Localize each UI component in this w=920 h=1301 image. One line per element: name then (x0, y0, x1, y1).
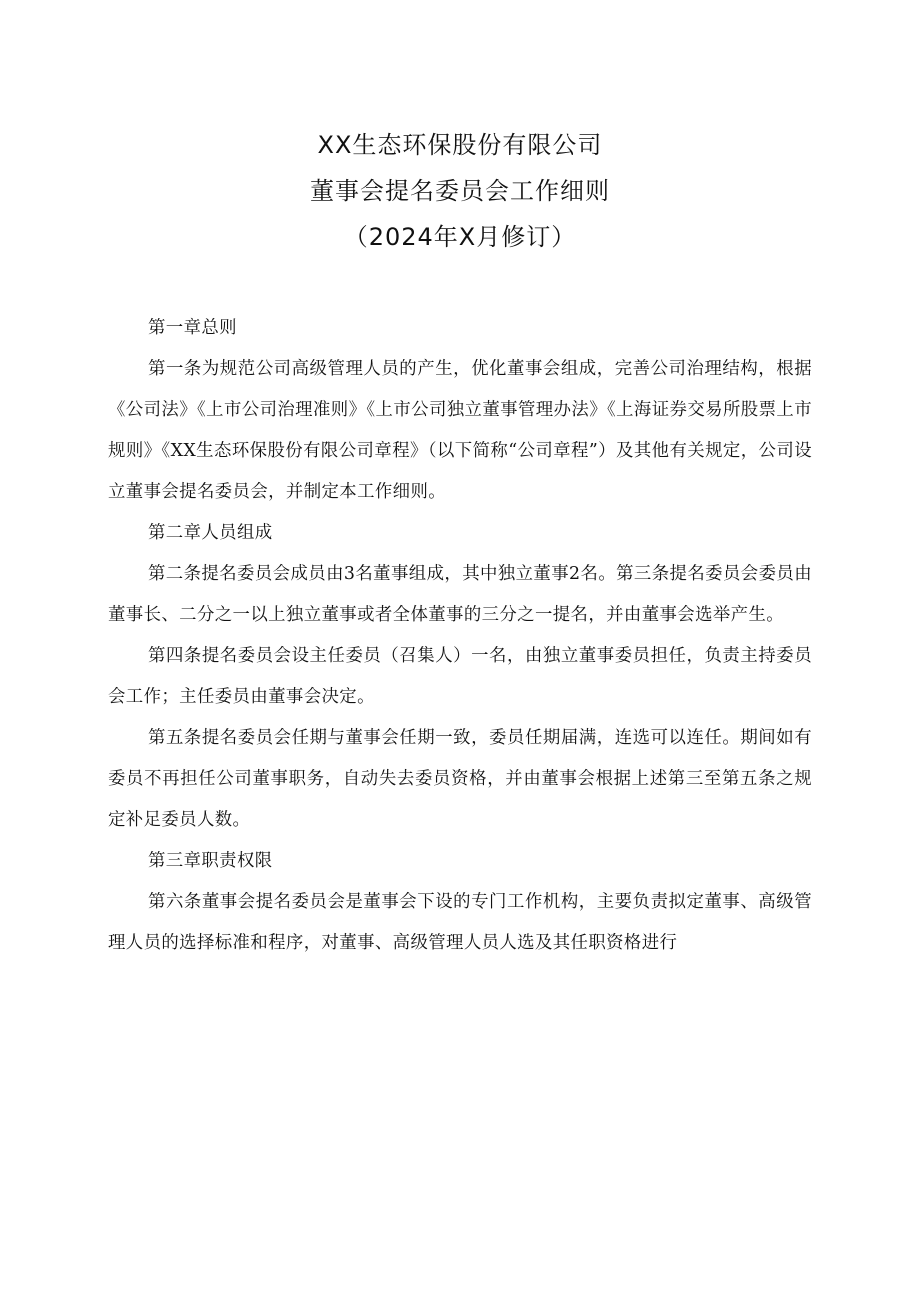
chapter-2-heading: 第二章人员组成 (148, 523, 273, 543)
revision-note: （2024年X月修订） (343, 223, 577, 251)
article-6: 第六条董事会提名委员会是董事会下设的专门工作机构，主要负责拟定董事、高级管理人员的选择标准和程序，对董事、高级管理人员人选及其任职资格进行 (108, 892, 812, 953)
company-name: XX生态环保股份有限公司 (317, 131, 603, 159)
article-1: 第一条为规范公司高级管理人员的产生，优化董事会组成，完善公司治理结构，根据《公司法》《上市公司治理准则》《上市公司独立董事管理办法》《上海证券交易所股票上市规则》《XX生态环保股份有限公司章程》（以下简称“公司章程”）及其他有关规定，公司设立董事会提名委员会，并制定本工作细则。 (108, 359, 812, 502)
document-title (0, 122, 920, 260)
chapter-1-heading: 第一章总则 (148, 318, 237, 338)
article-4: 第四条提名委员会设主任委员（召集人）一名，由独立董事委员担任，负责主持委员会工作；主任委员由董事会决定。 (108, 646, 812, 707)
document-body (108, 308, 812, 964)
article-2-3: 第二条提名委员会成员由3名董事组成，其中独立董事2名。第三条提名委员会委员由董事长、二分之一以上独立董事或者全体董事的三分之一提名，并由董事会选举产生。 (108, 564, 812, 625)
article-5: 第五条提名委员会任期与董事会任期一致，委员任期届满，连选可以连任。期间如有委员不再担任公司董事职务，自动失去委员资格，并由董事会根据上述第三至第五条之规定补足委员人数。 (108, 728, 812, 830)
chapter-3-heading: 第三章职责权限 (148, 851, 273, 871)
rules-title: 董事会提名委员会工作细则 (310, 177, 610, 205)
